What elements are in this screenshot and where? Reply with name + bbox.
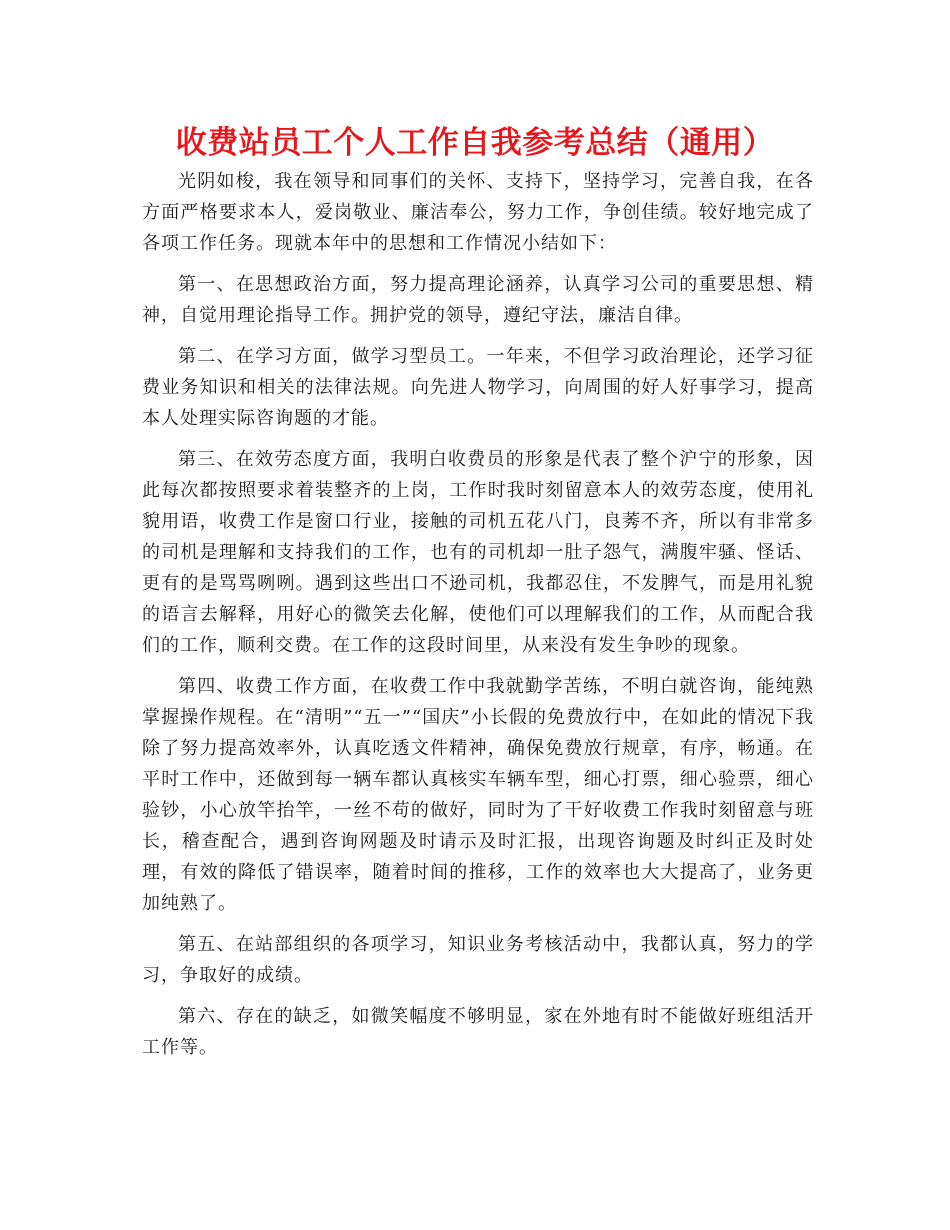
paragraph-learning: 第二、在学习方面，做学习型员工。一年来，不但学习政治理论，还学习征费业务知识和相关的法律法规。向先进人物学习，向周围的好人好事学习，提高本人处理实际咨询题的才能。	[142, 346, 814, 429]
paragraph-toll-work: 第四、收费工作方面，在收费工作中我就勤学苦练，不明白就咨询，能纯熟掌握操作规程。在“清明”“五一”“国庆”小长假的免费放行中，在如此的情况下我除了努力提高效率外，认真吃透文件精神，确保免费放行规章，有序，畅通。在平时工作中，还做到每一辆车都认真核实车辆车型，细心打票，细心验票，细心验钞，小心放竿抬竿，一丝不苟的做好，同时为了干好收费工作我时刻留意与班长，稽查配合，遇到咨询网题及时请示及时汇报，出现咨询题及时纠正及时处理，有效的降低了错误率，随着时间的推移，工作的效率也大大提高了，业务更加纯熟了。	[142, 676, 814, 914]
paragraph-station-study: 第五、在站部组织的各项学习，知识业务考核活动中，我都认真，努力的学习，争取好的成绩。	[142, 934, 814, 986]
document-body	[142, 166, 814, 1073]
document-title: 收费站员工个人工作自我参考总结（通用）	[175, 125, 775, 161]
paragraph-shortcomings: 第六、存在的缺乏，如微笑幅度不够明显，家在外地有时不能做好班组活开工作等。	[142, 1006, 814, 1058]
paragraph-intro: 光阴如梭，我在领导和同事们的关怀、支持下，坚持学习，完善自我，在各方面严格要求本人，爱岗敬业、廉洁奉公，努力工作，争创佳绩。较好地完成了各项工作任务。现就本年中的思想和工作情况小结如下：	[142, 171, 814, 254]
paragraph-politics: 第一、在思想政治方面，努力提高理论涵养，认真学习公司的重要思想、精神，自觉用理论指导工作。拥护党的领导，遵纪守法，廉洁自律。	[142, 274, 814, 326]
paragraph-service-attitude: 第三、在效劳态度方面，我明白收费员的形象是代表了整个沪宁的形象，因此每次都按照要求着装整齐的上岗，工作时我时刻留意本人的效劳态度，使用礼貌用语，收费工作是窗口行业，接触的司机五花八门，良莠不齐，所以有非常多的司机是理解和支持我们的工作，也有的司机却一肚子怨气，满腹牢骚、怪话、更有的是骂骂咧咧。遇到这些出口不逊司机，我都忍住，不发脾气，而是用礼貌的语言去解释，用好心的微笑去化解，使他们可以理解我们的工作，从而配合我们的工作，顺利交费。在工作的这段时间里，从来没有发生争吵的现象。	[142, 449, 814, 656]
